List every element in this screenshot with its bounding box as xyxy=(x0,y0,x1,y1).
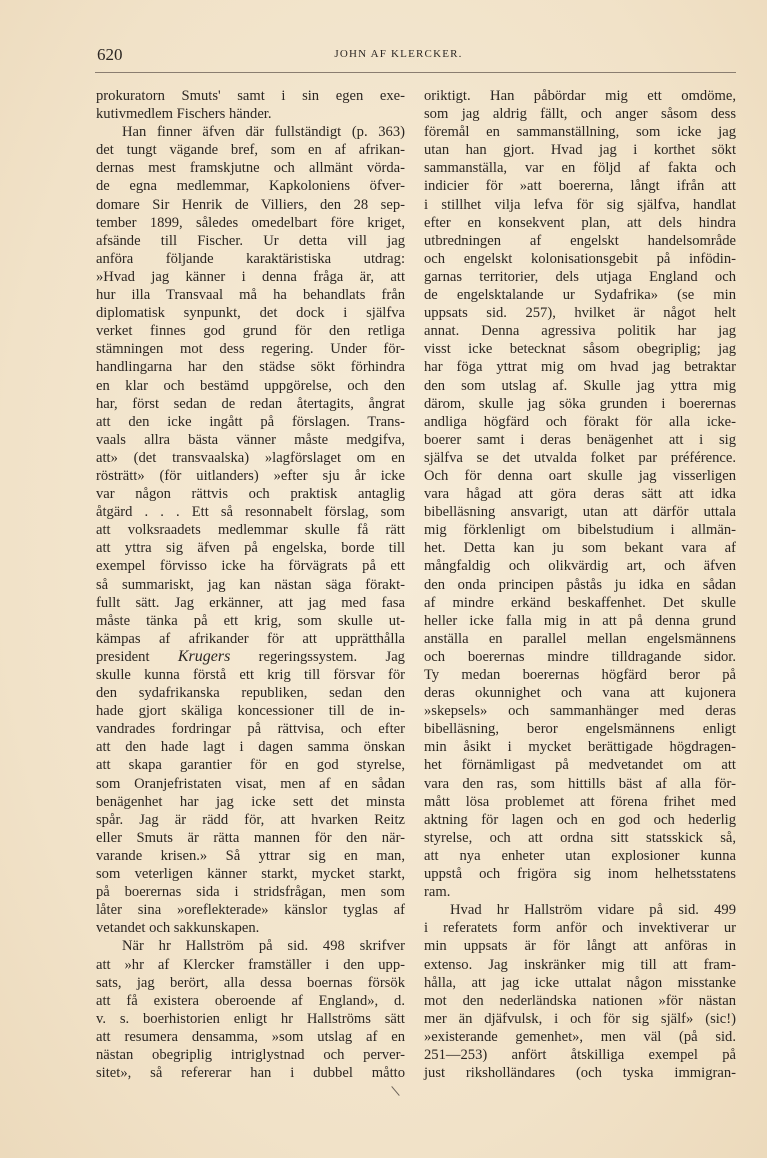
text-line: 251—253) anfört åtskilliga exempel på xyxy=(424,1046,736,1063)
text-line: »skepsels» och sammanhänger med deras xyxy=(424,703,736,720)
text-line: oriktigt. Han påbördar mig ett omdöme, xyxy=(424,88,736,104)
text-line: de engelsktalande ur Sydafrika» (se min xyxy=(424,287,736,304)
text-line: annat. Denna agressiva politik har jag xyxy=(424,323,736,340)
text-line: mångfaldig och olikvärdig art, och äfven xyxy=(424,558,736,575)
text-line: kutivmedlem Fischers händer. xyxy=(96,106,272,123)
text-line: vetandet och sakkunskapen. xyxy=(96,920,260,937)
text-line: att resumera densamma, »som utslag af en xyxy=(96,1028,405,1045)
text-line: afsände till Fischer. Ur detta vill jag xyxy=(96,232,405,249)
text-line: het. Detta kan ju som bekant vara af xyxy=(424,540,736,557)
text-line: extenso. Jag inskränker mig till att fram- xyxy=(424,956,736,973)
text-line: v. s. boerhistorien enligt hr Hallströms sätt xyxy=(96,1010,405,1027)
text-line: mått lösa problemet att förena frihet med xyxy=(424,793,736,810)
text-line: hade gjort skäliga koncessioner till de in- xyxy=(96,703,405,720)
text-line: som Oranjefristaten visat, men af en sådan xyxy=(96,775,405,792)
text-line: som veterligen känner starkt, mycket starkt, xyxy=(96,866,405,883)
header-rule xyxy=(95,72,736,73)
text-line: anföra följande karaktäristiska utdrag: xyxy=(96,250,405,267)
text-line: min uppsats är för långt att anföras in xyxy=(424,938,736,955)
text-line: stämningen mot dess regering. Under för- xyxy=(96,341,405,358)
text-line: andliga högfärd och förakt för alla icke- xyxy=(424,413,736,430)
text-line: att» (det transvaalska) »lagförslaget om en xyxy=(96,449,405,466)
text-line: vara hågad att göra deras sätt att idka xyxy=(424,486,736,503)
text-line: utan han gjort. Hvad jag i korthet sökt xyxy=(424,142,736,159)
text-line: Han finner äfven där fullständigt (p. 363) xyxy=(122,124,405,141)
text-line: sitet», så refererar han i dubbel måtto xyxy=(96,1065,405,1082)
text-line: själfva se det utvalda folket par préférence. xyxy=(424,449,736,466)
text-line: garnas territorier, dels utjaga England och xyxy=(424,268,736,285)
text-line: vara den ras, som hittills bäst af alla för- xyxy=(424,775,736,792)
text-line: att volksraadets medlemmar skulle få rätt xyxy=(96,522,405,539)
running-head: JOHN AF KLERCKER. xyxy=(334,48,463,60)
text-line: Hvad hr Hallström vidare på sid. 499 xyxy=(450,902,736,919)
text-line: bibelläsning, beror engelsmännens enligt xyxy=(424,721,736,738)
text-line: i referatets form anför och invektiverar ur xyxy=(424,920,736,937)
text-line: måste tänka på ett krig, som skulle ut- xyxy=(96,612,405,629)
text-line: den som utslag af. Skulle jag yttra mig xyxy=(424,377,736,394)
text-line: mig förklenligt om bibelstudium i allmän- xyxy=(424,522,736,539)
text-line: att den hade lagt i dagen samma önskan xyxy=(96,739,405,756)
text-line: heller icke falla mig in att på denna grund xyxy=(424,612,736,629)
text-line: deras okunnighet och vana att kujonera xyxy=(424,685,736,702)
text-line: så summariskt, jag kan nästan säga förakt- xyxy=(96,576,405,593)
text-line: har, först sedan de redan återtagits, ångrat xyxy=(96,395,405,412)
text-line: det tungt vägande bref, som en af afrikan- xyxy=(96,142,405,159)
text-line: indicier för »att boererna, långt ifrån att xyxy=(424,178,736,195)
text-line: vaals allra bästa vänner måste medgifva, xyxy=(96,431,405,448)
text-line: att »hr af Klercker framställer i den upp- xyxy=(96,956,405,973)
text-line: sammanställa, var en följd af fakta och xyxy=(424,160,736,177)
text-line: dernas mest framskjutne och allmänt vörda- xyxy=(96,160,405,177)
text-line: benägenhet har jag icke sett det minsta xyxy=(96,793,405,810)
text-line: efter en konsekvent plan, att dels hindra xyxy=(424,214,736,231)
text-line: diplomatisk synpunkt, det dock i själfva xyxy=(96,305,405,322)
text-line: som jag aldrig fällt, och anger såsom dess xyxy=(424,106,736,123)
text-line: att den icke ingått på förslagen. Trans- xyxy=(96,413,405,430)
text-line: boerer samt i deras benägenhet att i sig xyxy=(424,431,736,448)
text-line: den onda principen påstås ju idka en sådan xyxy=(424,576,736,593)
text-line: skulle kunna förstå ett krig till försvar för xyxy=(96,667,405,683)
text-line: mer än djäfvulsk, i och för sig själf» (sic!) xyxy=(424,1010,736,1027)
text-line: vandrades fordringar på rättvisa, och efter xyxy=(96,721,405,738)
text-line: Och för denna oart skulle jag visserligen xyxy=(424,467,736,484)
text-line: När hr Hallström på sid. 498 skrifver xyxy=(122,938,405,955)
text-line: just riksholländares (och tyska immigran- xyxy=(424,1065,736,1082)
text-line: var någon rättvis och praktisk antaglig xyxy=(96,486,405,503)
text-line: fullt sätt. Jag erkänner, att jag med fasa xyxy=(96,594,405,611)
text-line: utbredningen af engelskt handelsområde xyxy=(424,232,736,249)
text-line: därom, skulle jag söka grunden i boerernas xyxy=(424,395,736,412)
text-line: prokuratorn Smuts' samt i sin egen exe- xyxy=(96,88,405,104)
text-line: handlingarna har den städse sökt förhindra xyxy=(96,359,405,376)
text-line: uppsats sid. 257), hvilket är något helt xyxy=(424,305,736,322)
text-line: Ty medan boerernas högfärd beror på xyxy=(424,667,736,683)
text-line: föremål en sammanställning, som icke jag xyxy=(424,124,736,141)
text-line: het förnämligast på medvetandet om att xyxy=(424,757,736,774)
italic-name: Krugers xyxy=(177,647,231,665)
text-line: bibelläsning ansvarigt, utan att därför uttala xyxy=(424,504,736,521)
text-line: en klar och bestämd uppgörelse, och den xyxy=(96,377,405,394)
page-number: 620 xyxy=(97,45,123,64)
left-text-column xyxy=(96,87,405,1082)
text-line: president Krugers regeringssystem. Jag xyxy=(96,647,405,665)
text-line: tember 1899, således omedelbart före kriget, xyxy=(96,214,405,231)
text-line: den sydafrikanska republiken, sedan den xyxy=(96,685,405,702)
text-line: anställa en parallel mellan engelsmännens xyxy=(424,630,736,647)
text-line: sats, jag berört, alla dessa boernas försök xyxy=(96,974,405,991)
text-line: styrelse, och att ordna sitt statsskick så, xyxy=(424,829,736,846)
text-line: de egna medlemmar, Kapkoloniens öfver- xyxy=(96,178,405,195)
text-line: har föga yttrat mig om hvad jag betraktar xyxy=(424,359,736,376)
text-line: visst icke betecknat såsom obegriplig; jag xyxy=(424,341,736,358)
text-line: mot den nederländska nationen »för nästan xyxy=(424,992,736,1009)
text-line: att skapa garantier för en god styrelse, xyxy=(96,757,405,774)
text-line: uppstå och frigöra sig inom helhetsstatens xyxy=(424,866,736,883)
text-line: hur illa Transvaal må ha behandlats från xyxy=(96,287,405,304)
text-line: domare Sir Henrik de Villiers, den 28 sep- xyxy=(96,196,405,213)
right-text-column xyxy=(424,87,736,1082)
text-line: exempel förvisso icke ha förvägrats på ett xyxy=(96,558,405,575)
text-line: i stillhet vilja lefva för sig själfva, handlat xyxy=(424,196,736,213)
text-line: på boerernas sida i stridsfrågan, men som xyxy=(96,884,405,901)
text-line: »Hvad jag känner i denna fråga är, att xyxy=(96,268,405,285)
text-line: att yttra sig äfven på engelska, borde till xyxy=(96,540,405,557)
text-line: och engelskt kolonisationsgebit på infödin- xyxy=(424,250,736,267)
text-line: och boerernas mindre tilldragande sidor. xyxy=(424,648,736,665)
text-line: rösträtt» (för uitlanders) »efter sju år icke xyxy=(96,467,405,484)
text-line: låter sina »oreflekterade» känslor tyglas af xyxy=(96,902,405,919)
text-line: eller Smuts är rätta mannen för den när- xyxy=(96,829,405,846)
text-line: »existerande gemenhet», men väl (på sid. xyxy=(424,1028,736,1045)
text-line: verket finnes god grund för den retliga xyxy=(96,323,405,340)
text-line: att få existera oberoende af England», d. xyxy=(96,992,405,1009)
text-line: af mindre erkänd beskaffenhet. Det skulle xyxy=(424,594,736,611)
text-line: nästan obegriplig intriglystnad och perver- xyxy=(96,1046,405,1063)
text-line: kämpas af afrikander för att upprätthålla xyxy=(96,630,405,647)
text-line: ram. xyxy=(424,884,451,901)
text-line: min åsikt i mycket berättigade högdragen- xyxy=(424,739,736,756)
text-line: åtgärd . . . Ett så resonnabelt förslag, som xyxy=(96,504,405,521)
text-line: spår. Jag är rädd för, att hvarken Reitz xyxy=(96,811,405,828)
text-line: varande krisen.» Så yttrar sig en man, xyxy=(96,847,405,864)
text-line: att nya enheter utan explosioner kunna xyxy=(424,847,736,864)
text-line: aktning för lagen och en god och hederlig xyxy=(424,811,736,828)
text-line: hålla, att jag icke uttalat någon misstanke xyxy=(424,974,736,991)
